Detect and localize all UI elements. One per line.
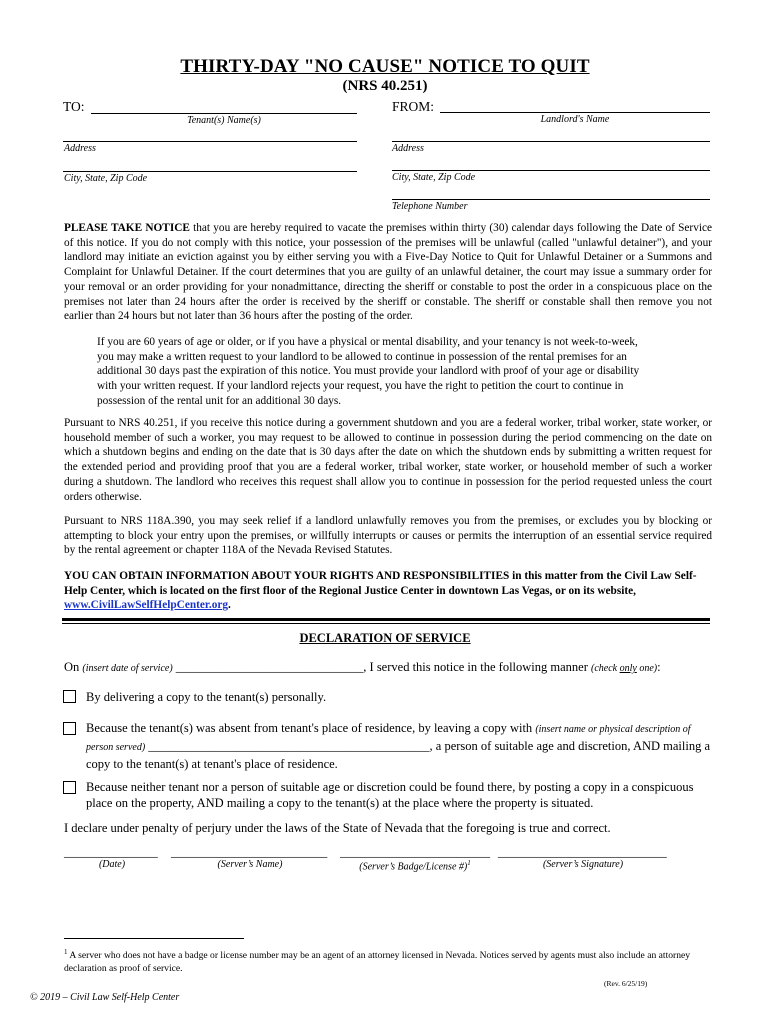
tenant-address-caption: Address	[64, 143, 96, 154]
shutdown-paragraph: Pursuant to NRS 40.251, if you receive this notice during a government shutdown and you are a federal worker, tribal worker, state worker, or household member of such a worker, you may request to be allowed to continue in possession during the period commencing on the date on which a shutdown begins and ending on the date that is 30 days after the date on which the shutdown ends by submitting a written request for the extended period and providing proof that you are a federal worker, tribal worker, state worker, or household member of such a worker during a shutdown. The landlord who receives this request shall allow you to continue in possession for the period requested unless the court orders otherwise.	[64, 417, 712, 503]
badge-license-line[interactable]: ________________________	[340, 845, 490, 859]
info-paragraph	[64, 569, 712, 613]
tenant-name-field[interactable]	[91, 113, 357, 114]
page-title: THIRTY-DAY "NO CAUSE" NOTICE TO QUIT	[180, 56, 590, 77]
option3-checkbox[interactable]	[63, 781, 76, 794]
penalty-statement: I declare under penalty of perjury under the laws of the State of Nevada that the foregoing is true and correct.	[64, 821, 611, 835]
to-label: TO:	[63, 99, 85, 114]
relief-paragraph: Pursuant to NRS 118A.390, you may seek relief if a landlord unlawfully removes you from the premises, or excludes you by blocking or attempting to block your entry upon the premises, or willfully interrupts or causes or permits the interruption of an essential service required by the rental agreement or chapter 118A of the Nevada Revised Statutes.	[64, 515, 712, 557]
server-signature-line[interactable]: ___________________________	[498, 845, 667, 859]
landlord-address-caption: Address	[392, 143, 424, 154]
service-date-line: On (insert date of service) ______________________________, I served this notice in the following manner (check only one):	[64, 660, 661, 674]
section-divider-thin	[62, 623, 710, 624]
tenant-city-field[interactable]	[63, 171, 357, 172]
from-label: FROM:	[392, 99, 435, 114]
badge-license-caption: (Server’s Badge/License #)$^1$	[359, 859, 471, 873]
notice-lead: PLEASE TAKE NOTICE	[64, 222, 190, 234]
landlord-telephone-caption: Telephone Number	[392, 201, 468, 212]
notice-paragraph	[64, 221, 712, 324]
person-served-hint: (insert name or physical description of person served)	[86, 724, 691, 753]
info-end: .	[228, 599, 231, 612]
copyright-notice: © 2019 – Civil Law Self-Help Center	[30, 992, 180, 1003]
option2-checkbox[interactable]	[63, 722, 76, 735]
server-signature-caption: (Server’s Signature)	[542, 859, 624, 870]
tenant-city-caption: City, State, Zip Code	[64, 173, 148, 184]
website-link[interactable]: www.CivilLawSelfHelpCenter.org	[64, 599, 229, 612]
option3-text: Because neither tenant nor a person of suitable age or discretion could be found there, by posting a copy in a conspicuous place on the property, AND mailing a copy to the tenant(s) at the place where the property is situated.	[86, 780, 694, 810]
server-name-line[interactable]: _________________________	[171, 845, 328, 859]
landlord-name-field[interactable]	[440, 112, 710, 113]
revision-date: (Rev. 6/25/19)	[604, 979, 648, 988]
section-divider-thick	[62, 618, 710, 621]
service-date-field[interactable]: ______________________________	[172, 660, 364, 674]
landlord-telephone-field[interactable]	[392, 199, 710, 200]
person-served-field[interactable]: _____________________________________________	[145, 739, 430, 753]
statute-subtitle: (NRS 40.251)	[342, 78, 428, 94]
footnote: $^1$ A server who does not have a badge or license number may be an agent of an attorney licensed in Nevada. Notices served by agents must also include an attorney declaration as proof of service.	[64, 948, 691, 974]
footnote-rule	[64, 938, 244, 939]
footnote-mark: 1	[64, 948, 68, 956]
landlord-name-caption: Landlord's Name	[540, 114, 610, 125]
tenant-address-field[interactable]	[63, 141, 357, 142]
senior-disability-paragraph: If you are 60 years of age or older, or if you have a physical or mental disability, and your tenancy is not week-to-week, you may make a written request to your landlord to be allowed to continue in possession of the rental premises for an additional 30 days past the expiration of this notice. You must provide your landlord with proof of your age or disability with your written request. If your landlord rejects your request, you have the right to petition the court to continue in possession of the rental unit for an additional 30 days.	[97, 336, 640, 407]
option1-text: By delivering a copy to the tenant(s) personally.	[86, 690, 327, 704]
info-text: YOU CAN OBTAIN INFORMATION ABOUT YOUR RIGHTS AND RESPONSIBILITIES in this matter from the Civil Law Self-Help Center, which is located on the first floor of the Regional Justice Center in downtown Las Vegas, or on its website,	[64, 570, 697, 597]
declaration-heading: DECLARATION OF SERVICE	[299, 631, 471, 645]
landlord-city-field[interactable]	[392, 170, 710, 171]
notice-text: that you are hereby required to vacate the premises within thirty (30) calendar days following the Date of Service of this notice. If you do not comply with this notice, your possession of the premises will be unlawful (called "unlawful detainer"), and your landlord may initiate an eviction against you by either serving you with a Five-Day Notice to Quit for Unlawful Detainer or a Summons and Complaint for Unlawful Detainer. If the court determines that you are guilty of an unlawful detainer, the court may issue a summary order for your removal or an order providing for your nonadmittance, directing the sheriff or constable to post the order in a conspicuous place on the premises not later than 24 hours after the order is received by the sheriff or constable. The sheriff or constable shall then remove you not earlier than 24 hours but not later than 36 hours after the posting of the order.	[64, 222, 713, 323]
option2-text: Because the tenant(s) was absent from tenant's place of residence, by leaving a copy with (insert name or physical description of person served) _____________________________________________, a person of suitable age and discretion, AND mailing a copy to the tenant(s) at tenant's place of residence.	[86, 721, 711, 771]
service-date-hint: (insert date of service)	[82, 663, 173, 674]
date-signature-line[interactable]: _______________	[64, 845, 158, 859]
server-name-caption: (Server’s Name)	[217, 859, 283, 870]
landlord-city-caption: City, State, Zip Code	[392, 172, 476, 183]
tenant-name-caption: Tenant(s) Name(s)	[187, 115, 261, 126]
date-caption: (Date)	[98, 859, 126, 870]
landlord-address-field[interactable]	[392, 141, 710, 142]
check-one-hint: (check only one)	[591, 663, 658, 674]
option1-checkbox[interactable]	[63, 690, 76, 703]
